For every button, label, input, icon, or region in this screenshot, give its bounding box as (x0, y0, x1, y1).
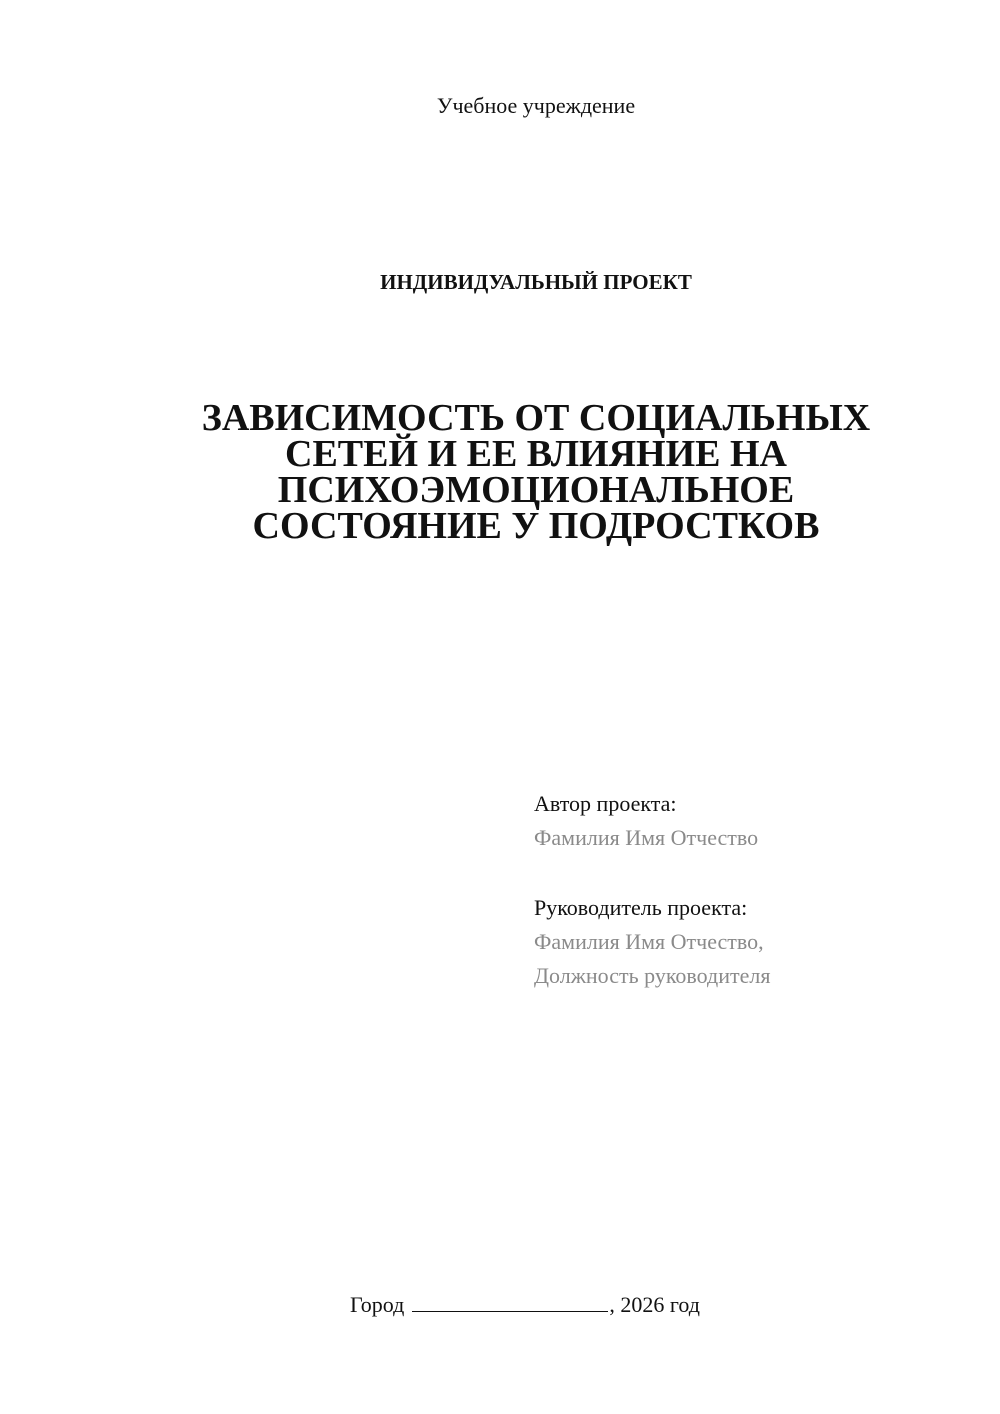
supervisor-label: Руководитель проекта: (534, 895, 748, 920)
credits-block (534, 787, 954, 993)
city-blank-line (412, 1291, 608, 1312)
project-title-line: ПСИХОЭМОЦИОНАЛЬНОЕ (277, 469, 795, 511)
supervisor-position-placeholder: Должность руководителя (534, 963, 771, 988)
year-text: , 2026 год (609, 1292, 700, 1317)
credits-spacer (534, 855, 954, 891)
project-type-heading: ИНДИВИДУАЛЬНЫЙ ПРОЕКТ (380, 270, 692, 294)
author-label: Автор проекта: (534, 791, 677, 816)
author-name-placeholder: Фамилия Имя Отчество (534, 825, 759, 850)
project-title-line: СЕТЕЙ И ЕЕ ВЛИЯНИЕ НА (285, 433, 787, 475)
project-title-line: СОСТОЯНИЕ У ПОДРОСТКОВ (252, 505, 820, 547)
supervisor-name-placeholder: Фамилия Имя Отчество, (534, 929, 764, 954)
project-title-line: ЗАВИСИМОСТЬ ОТ СОЦИАЛЬНЫХ (201, 397, 871, 439)
institution-name: Учебное учреждение (436, 93, 636, 118)
project-title (160, 397, 912, 547)
footer-city-year (350, 1290, 700, 1320)
city-label: Город (350, 1292, 405, 1317)
